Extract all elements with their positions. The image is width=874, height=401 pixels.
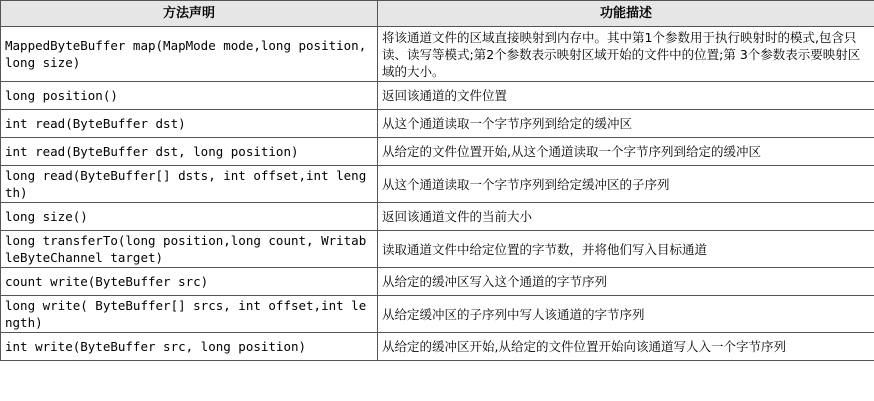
method-cell: int read(ByteBuffer dst, long position)	[1, 138, 378, 166]
method-cell: long read(ByteBuffer[] dsts, int offset,int length)	[1, 166, 378, 203]
table-row	[1, 268, 874, 296]
description-cell: 从这个通道读取一个字节序列到给定缓冲区的子序列	[378, 166, 874, 203]
table-row	[1, 203, 874, 231]
table-row	[1, 82, 874, 110]
method-cell: MappedByteBuffer map(MapMode mode,long position,long size)	[1, 27, 378, 82]
description-cell: 返回该通道的文件位置	[378, 82, 874, 110]
header-row	[1, 1, 874, 27]
table-row	[1, 110, 874, 138]
method-cell: long size()	[1, 203, 378, 231]
table-row	[1, 231, 874, 268]
method-cell: int write(ByteBuffer src, long position)	[1, 333, 378, 361]
table-row	[1, 166, 874, 203]
header-method-declaration: 方法声明	[1, 1, 378, 27]
header-function-description: 功能描述	[378, 1, 874, 27]
description-cell: 将该通道文件的区域直接映射到内存中。其中第1个参数用于执行映射时的模式,包含只读、读写等模式;第2个参数表示映射区域开始的文件中的位置;第 3个参数表示要映射区域的大小。	[378, 27, 874, 82]
description-cell: 返回该通道文件的当前大小	[378, 203, 874, 231]
description-cell: 从给定的缓冲区写入这个通道的字节序列	[378, 268, 874, 296]
method-cell: long transferTo(long position,long count, WritableByteChannel target)	[1, 231, 378, 268]
description-cell: 从这个通道读取一个字节序列到给定的缓冲区	[378, 110, 874, 138]
method-cell: count write(ByteBuffer src)	[1, 268, 378, 296]
table-row	[1, 333, 874, 361]
table-row	[1, 27, 874, 82]
method-cell: int read(ByteBuffer dst)	[1, 110, 378, 138]
description-cell: 从给定的缓冲区开始,从给定的文件位置开始向该通道写人入一个字节序列	[378, 333, 874, 361]
description-cell: 从给定的文件位置开始,从这个通道读取一个字节序列到给定的缓冲区	[378, 138, 874, 166]
table-row	[1, 296, 874, 333]
table-row	[1, 138, 874, 166]
description-cell: 读取通道文件中给定位置的字节数，并将他们写入目标通道	[378, 231, 874, 268]
method-cell: long position()	[1, 82, 378, 110]
method-cell: long write( ByteBuffer[] srcs, int offset,int length)	[1, 296, 378, 333]
description-cell: 从给定缓冲区的子序列中写人该通道的字节序列	[378, 296, 874, 333]
